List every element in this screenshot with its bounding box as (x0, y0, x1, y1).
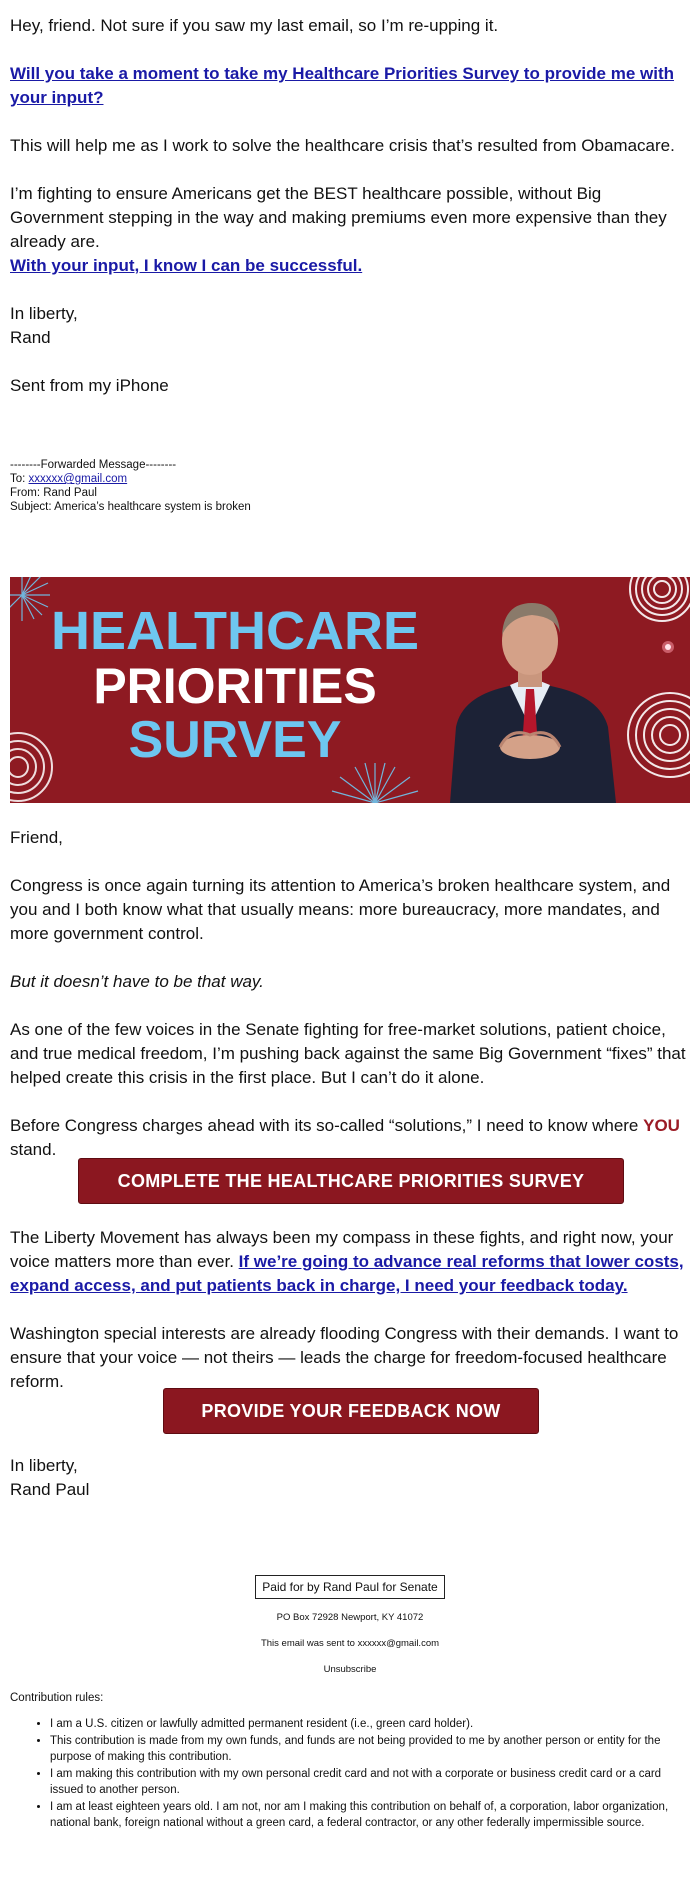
forwarded-subject: Subject: America’s healthcare system is broken (10, 501, 251, 513)
complete-survey-button[interactable]: COMPLETE THE HEALTHCARE PRIORITIES SURVEY (78, 1158, 624, 1204)
input-link-paragraph (10, 254, 692, 278)
starburst-decoration (10, 577, 50, 621)
forwarded-to (10, 472, 510, 486)
unsubscribe-link[interactable]: Unsubscribe (323, 1664, 377, 1675)
rule-item: • I am at least eighteen years old. I am not, nor am I making this contribution on behalf of, a corporation, labor organization, national bank, foreign national without a green card, a federal contractor, or any other federally impermissible source. (50, 1799, 692, 1831)
intro-paragraph-3: I’m fighting to ensure Americans get the BEST healthcare possible, without Big Government stepping in the way and making premiums even more expensive than they already are. (10, 184, 667, 251)
body-paragraph-3: As one of the few voices in the Senate fighting for free-market solutions, patient choice, and true medical freedom, I’m pushing back against the same Big Government “fixes” that helped create this crisis in the first place. But I can’t do it alone. (10, 1020, 686, 1087)
body-paragraph-1: Congress is once again turning its attention to America’s broken healthcare system, and you and I both know what that usually means: more bureaucracy, more mandates, and more government control. (10, 876, 671, 943)
senator-photo (450, 603, 616, 803)
to-label: To: (10, 473, 29, 485)
contribution-rules (10, 1690, 692, 1832)
body-signature: Rand Paul (10, 1480, 90, 1499)
para4-text: Before Congress charges ahead with its so-called “solutions,” I need to know where (10, 1116, 644, 1135)
survey-banner[interactable] (10, 577, 690, 803)
banner-title-line-1: HEALTHCARE (51, 601, 419, 661)
body-paragraph-2: But it doesn’t have to be that way. (10, 972, 264, 991)
body-signoff: In liberty, (10, 1456, 78, 1475)
feedback-link[interactable]: If we’re going to advance real reforms that lower costs, expand access, and put patients back in charge, I need your feedback today. (10, 1252, 684, 1295)
sent-from-line: Sent from my iPhone (10, 376, 169, 395)
body-paragraph-6: Washington special interests are already flooding Congress with their demands. I want to ensure that your voice — not theirs — leads the charge for freedom-focused healthcare reform. (10, 1324, 679, 1391)
forwarded-from: From: Rand Paul (10, 487, 97, 499)
paid-for-notice: Paid for by Rand Paul for Senate (255, 1575, 445, 1599)
intro-signoff: In liberty, (10, 304, 78, 323)
para5-text: The Liberty Movement has always been my compass in these fights, and right now, your voice matters more than ever. (10, 1228, 674, 1271)
input-link[interactable]: With your input, I know I can be successful. (10, 256, 363, 275)
rules-list (10, 1716, 692, 1831)
survey-link[interactable]: Will you take a moment to take my Healthcare Priorities Survey to provide me with your input? (10, 64, 674, 107)
you-emphasis: YOU (643, 1116, 680, 1135)
footer-sent-to: This email was sent to xxxxxx@gmail.com (260, 1638, 440, 1649)
intro-signature: Rand (10, 328, 51, 347)
survey-link-paragraph (10, 62, 692, 110)
banner-graphic (10, 577, 690, 803)
rule-item: • This contribution is made from my own funds, and funds are not being provided to me by another person or entity for the purpose of making this contribution. (50, 1733, 692, 1765)
provide-feedback-button[interactable]: PROVIDE YOUR FEEDBACK NOW (163, 1388, 539, 1434)
concentric-circles-decoration (630, 577, 690, 621)
rule-item: • I am making this contribution with my own personal credit card and not with a corporate or business credit card or a card issued to another person. (50, 1766, 692, 1798)
banner-title-line-3: SURVEY (128, 711, 342, 769)
para4-end: stand. (10, 1140, 57, 1159)
rules-title: Contribution rules: (10, 1692, 104, 1704)
to-email-link[interactable]: xxxxxx@gmail.com (28, 473, 128, 485)
body-paragraph-5 (10, 1226, 692, 1298)
rule-item: • I am a U.S. citizen or lawfully admitted permanent resident (i.e., green card holder). (50, 1716, 692, 1732)
banner-title-line-2: PRIORITIES (93, 658, 377, 714)
forwarded-header: --------Forwarded Message-------- (10, 459, 177, 471)
body-paragraph-4 (10, 1114, 692, 1162)
footer-address: PO Box 72928 Newport, KY 41072 (276, 1612, 424, 1623)
body-greeting: Friend, (10, 828, 63, 847)
intro-paragraph-2: This will help me as I work to solve the healthcare crisis that’s resulted from Obamacare. (10, 136, 675, 155)
intro-line: Hey, friend. Not sure if you saw my last email, so I’m re-upping it. (10, 16, 499, 35)
